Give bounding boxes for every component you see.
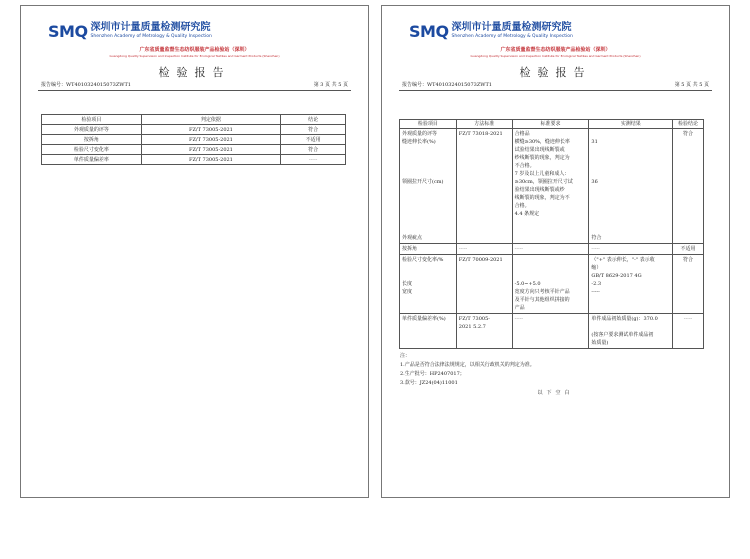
institute-name-en: Shenzhen Academy of Metrology & Quality Inspection bbox=[90, 34, 212, 40]
table-cell: FZ/T 73005-2021 bbox=[141, 155, 281, 165]
report-page-3 bbox=[20, 5, 369, 498]
table-cell: ----- bbox=[589, 244, 673, 255]
column-header: 检验结论 bbox=[673, 120, 704, 129]
table-cell: 符合 bbox=[281, 145, 346, 155]
note-line: 注： bbox=[400, 353, 411, 359]
table-cell: FZ/T 70009-2021 bbox=[456, 255, 512, 314]
column-header: 结论 bbox=[281, 115, 346, 125]
table-cell: FZ/T 73005-2021 bbox=[141, 125, 281, 135]
center-name-cn: 广东省质量监督生态纺织服装产品检验站（深圳） bbox=[139, 47, 250, 53]
report-number: 报告编号：WT4010324015073ZWT1 bbox=[41, 82, 131, 88]
table-cell: 检验尺寸变化率 bbox=[42, 145, 142, 155]
table-cell: ----- bbox=[456, 244, 512, 255]
table-row bbox=[400, 129, 704, 244]
table-row bbox=[42, 125, 346, 135]
report-notes bbox=[400, 352, 535, 388]
report-meta bbox=[41, 81, 348, 88]
smq-logo-mark: SMQ bbox=[48, 22, 88, 41]
table-cell: FZ/T 73005-2021 bbox=[141, 145, 281, 155]
table-cell: 检验尺寸变化率/% 长度 宽度 bbox=[400, 255, 457, 314]
table-cell: 不适用 bbox=[281, 135, 346, 145]
table-cell: ----- bbox=[512, 314, 589, 349]
institute-name-cn: 深圳市计量质量检测研究院 bbox=[90, 22, 211, 34]
note-line: 1.产品是否符合法律法规规定，以相关行政机关的判定为准。 bbox=[400, 362, 535, 368]
table-cell: FZ/T 73005-2021 bbox=[141, 135, 281, 145]
institute-name-en: Shenzhen Academy of Metrology & Quality Inspection bbox=[451, 34, 573, 40]
table-cell: 按拆角 bbox=[400, 244, 457, 255]
table-cell: ----- bbox=[281, 155, 346, 165]
conclusion-table bbox=[41, 114, 346, 165]
table-row bbox=[42, 155, 346, 165]
table-cell: 31 36 符合 bbox=[589, 129, 673, 244]
table-header-row bbox=[400, 120, 704, 129]
table-row bbox=[42, 135, 346, 145]
center-name-en: Guangdong Quality Supervision and Inspection Institute for Ecological Textiles and Garment Products (Shenzhen) bbox=[470, 54, 641, 58]
table-cell: 合格品 横缝≥30%，缝迹伸长率 试验结果出现线断裂或 纱线断裂的现象，判定为 不合格。 7 岁及以上儿童和成人： ≥30cm，领圈拉开尺寸试 验结果出现线断裂或纱 线断裂的现象，判定为不 合格。 4.4 条规定 bbox=[512, 129, 589, 244]
report-page-5 bbox=[381, 5, 730, 498]
end-of-report-mark: 以下空白 bbox=[537, 390, 574, 396]
header-rule bbox=[38, 90, 351, 91]
report-number: 报告编号：WT4010324015073ZWT1 bbox=[402, 82, 492, 88]
smq-logo-mark: SMQ bbox=[409, 22, 449, 41]
institute-name-cn: 深圳市计量质量检测研究院 bbox=[451, 22, 572, 34]
report-title: 检验报告 bbox=[519, 66, 592, 79]
table-row bbox=[42, 145, 346, 155]
report-title: 检验报告 bbox=[158, 66, 231, 79]
table-cell: （"+" 表示伸长，"-" 表示收 缩） GB/T 8629-2017 4G -2.3 ----- bbox=[589, 255, 673, 314]
column-header: 方法标准 bbox=[456, 120, 512, 129]
note-line: 3.款号：JZ24(04)11001 bbox=[400, 380, 458, 386]
table-cell: 外观质量的评等 缝迹伸长率(%) 领圈拉开尺寸(cm) 外观疵点 bbox=[400, 129, 457, 244]
report-meta bbox=[402, 81, 709, 88]
table-cell: ----- bbox=[673, 314, 704, 349]
header-rule bbox=[399, 90, 712, 91]
column-header: 标准要求 bbox=[512, 120, 589, 129]
table-cell: 不适用 bbox=[673, 244, 704, 255]
center-name-en: Guangdong Quality Supervision and Inspection Institute for Ecological Textiles and Garment Products (Shenzhen) bbox=[109, 54, 280, 58]
table-cell: ----- bbox=[512, 244, 589, 255]
table-cell: FZ/T 73005- 2021 5.2.7 bbox=[456, 314, 512, 349]
table-cell: -5.0~+5.0 宽度方向只考核平针产品 及平针与其他组织拼接的 产品 bbox=[512, 255, 589, 314]
column-header: 实测结果 bbox=[589, 120, 673, 129]
institute-logo bbox=[409, 22, 573, 41]
test-results-table bbox=[399, 119, 704, 349]
page-number: 第 3 页 共 5 页 bbox=[313, 82, 348, 88]
table-header-row bbox=[42, 115, 346, 125]
column-header: 检验项目 bbox=[42, 115, 142, 125]
table-row bbox=[400, 244, 704, 255]
table-cell: 按拆角 bbox=[42, 135, 142, 145]
column-header: 检验项目 bbox=[400, 120, 457, 129]
table-cell: 单件成品初始质量(g)：370.0 (按客户要求测试单件成品初 始质量) bbox=[589, 314, 673, 349]
page-number: 第 5 页 共 5 页 bbox=[674, 82, 709, 88]
table-cell: 符合 bbox=[281, 125, 346, 135]
table-cell: 外观质量的评等 bbox=[42, 125, 142, 135]
column-header: 判定依据 bbox=[141, 115, 281, 125]
table-row bbox=[400, 255, 704, 314]
table-cell: FZ/T 73018-2021 bbox=[456, 129, 512, 244]
center-name-cn: 广东省质量监督生态纺织服装产品检验站（深圳） bbox=[500, 47, 611, 53]
table-cell: 符合 bbox=[673, 255, 704, 314]
table-cell: 单件质量偏差率 bbox=[42, 155, 142, 165]
table-row bbox=[400, 314, 704, 349]
table-cell: 符合 bbox=[673, 129, 704, 244]
institute-logo bbox=[48, 22, 212, 41]
note-line: 2.生产批号：HP2407017； bbox=[400, 371, 465, 377]
table-cell: 单件质量偏差率(%) bbox=[400, 314, 457, 349]
